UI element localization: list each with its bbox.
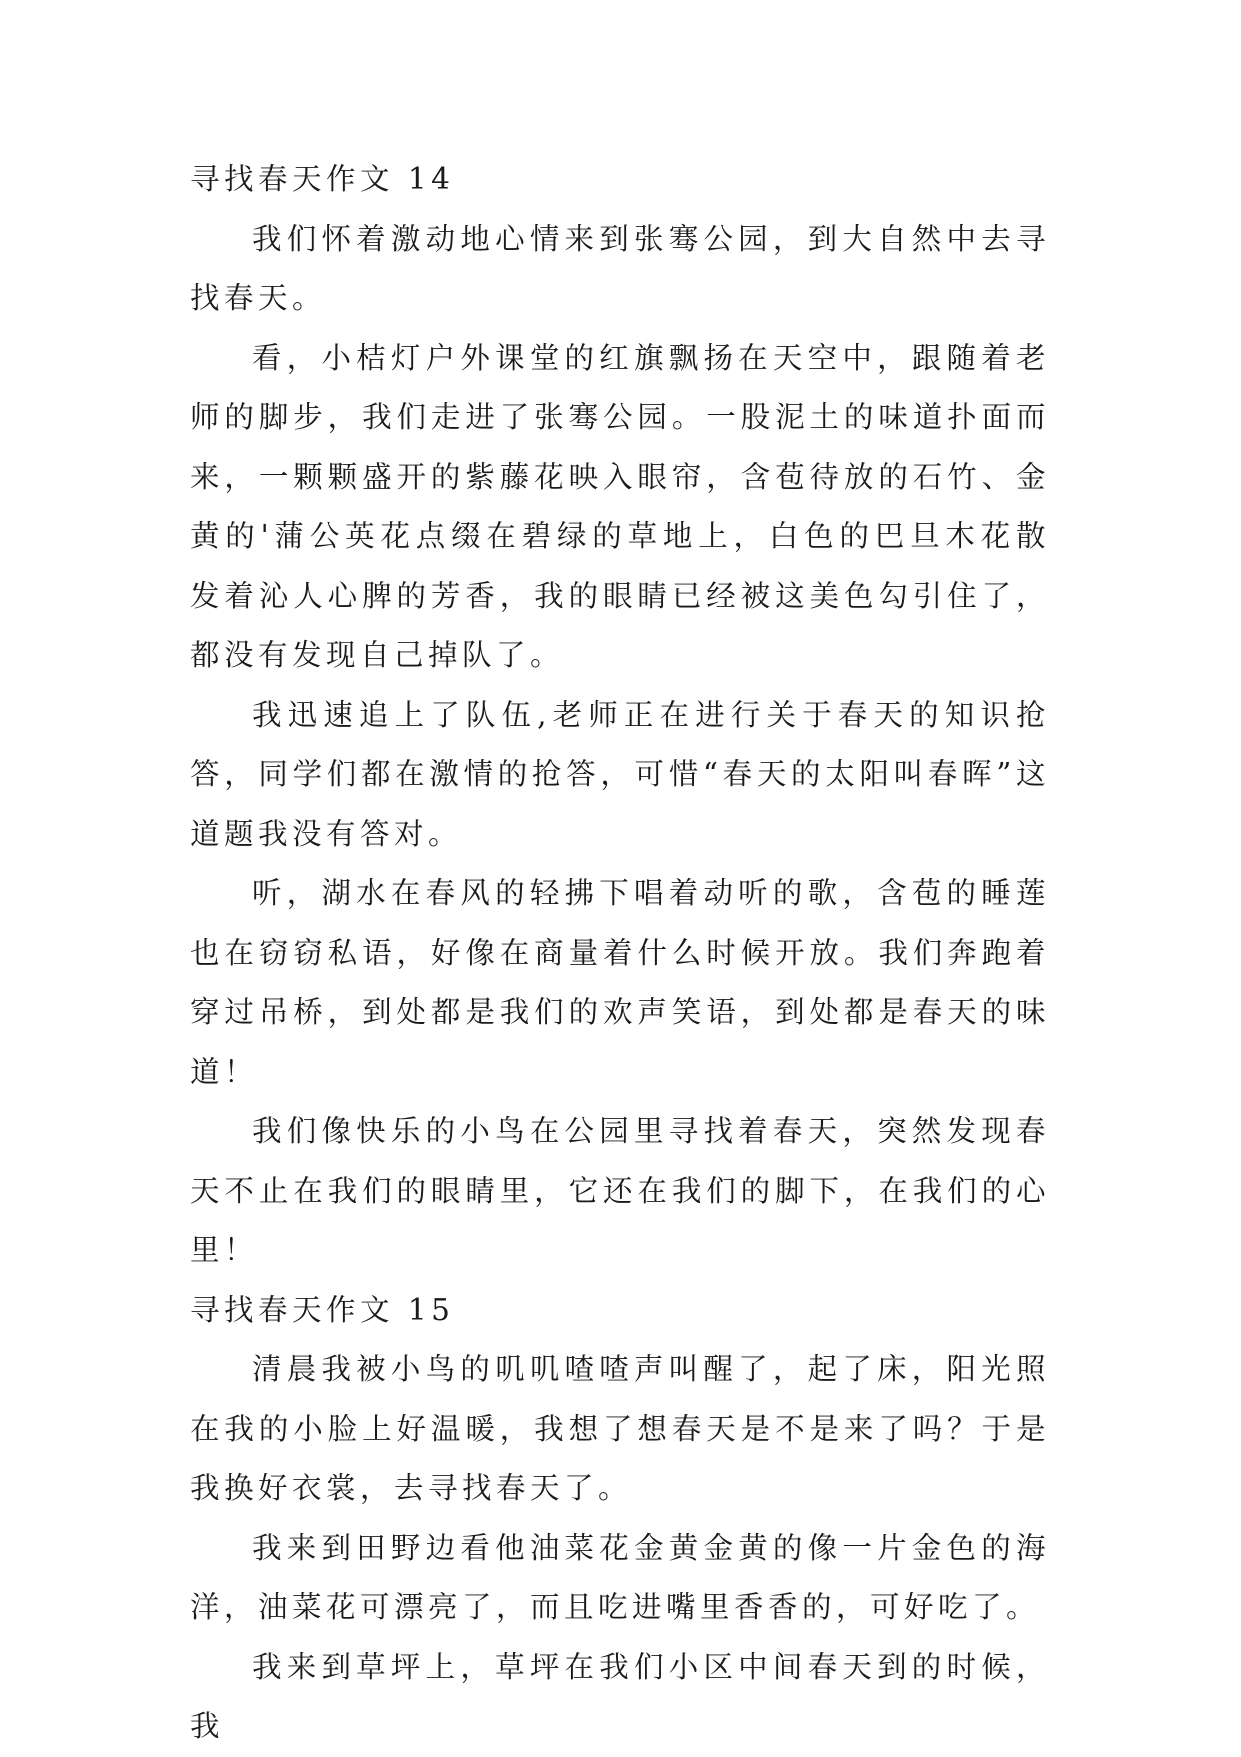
essay-paragraph: 清晨我被小鸟的叽叽喳喳声叫醒了，起了床，阳光照在我的小脸上好温暖，我想了想春天是不是来了吗？于是我换好衣裳，去寻找春天了。 — [190, 1352, 1050, 1505]
essay-section-15 — [190, 1281, 1050, 1757]
essay-paragraph: 我们像快乐的小鸟在公园里寻找着春天，突然发现春天不止在我们的眼睛里，它还在我们的脚下，在我们的心里！ — [190, 1114, 1050, 1267]
essay-paragraph: 看，小桔灯户外课堂的红旗飘扬在天空中，跟随着老师的脚步，我们走进了张骞公园。一股泥土的味道扑面而来，一颗颗盛开的紫藤花映入眼帘，含苞待放的石竹、金黄的'蒲公英花点缀在碧绿的草地上，白色的巴旦木花散发着沁人心脾的芳香，我的眼睛已经被这美色勾引住了，都没有发现自己掉队了。 — [190, 340, 1050, 672]
essay-paragraph: 我来到田野边看他油菜花金黄金黄的像一片金色的海洋，油菜花可漂亮了，而且吃进嘴里香香的，可好吃了。 — [190, 1530, 1050, 1624]
essay-paragraph: 听，湖水在春风的轻拂下唱着动听的歌，含苞的睡莲也在窃窃私语，好像在商量着什么时候开放。我们奔跑着穿过吊桥，到处都是我们的欢声笑语，到处都是春天的味道！ — [190, 876, 1050, 1089]
essay-section-14 — [190, 150, 1050, 1281]
essay-title: 寻找春天作文 15 — [190, 1292, 455, 1327]
document-body — [190, 150, 1050, 1757]
essay-title: 寻找春天作文 14 — [190, 162, 455, 196]
essay-paragraph: 我来到草坪上，草坪在我们小区中间春天到的时候，我 — [190, 1649, 1050, 1743]
essay-paragraph: 我们怀着激动地心情来到张骞公园，到大自然中去寻找春天。 — [190, 221, 1050, 315]
essay-paragraph: 我迅速追上了队伍,老师正在进行关于春天的知识抢答，同学们都在激情的抢答，可惜“春天的太阳叫春晖”这道题我没有答对。 — [190, 697, 1050, 851]
